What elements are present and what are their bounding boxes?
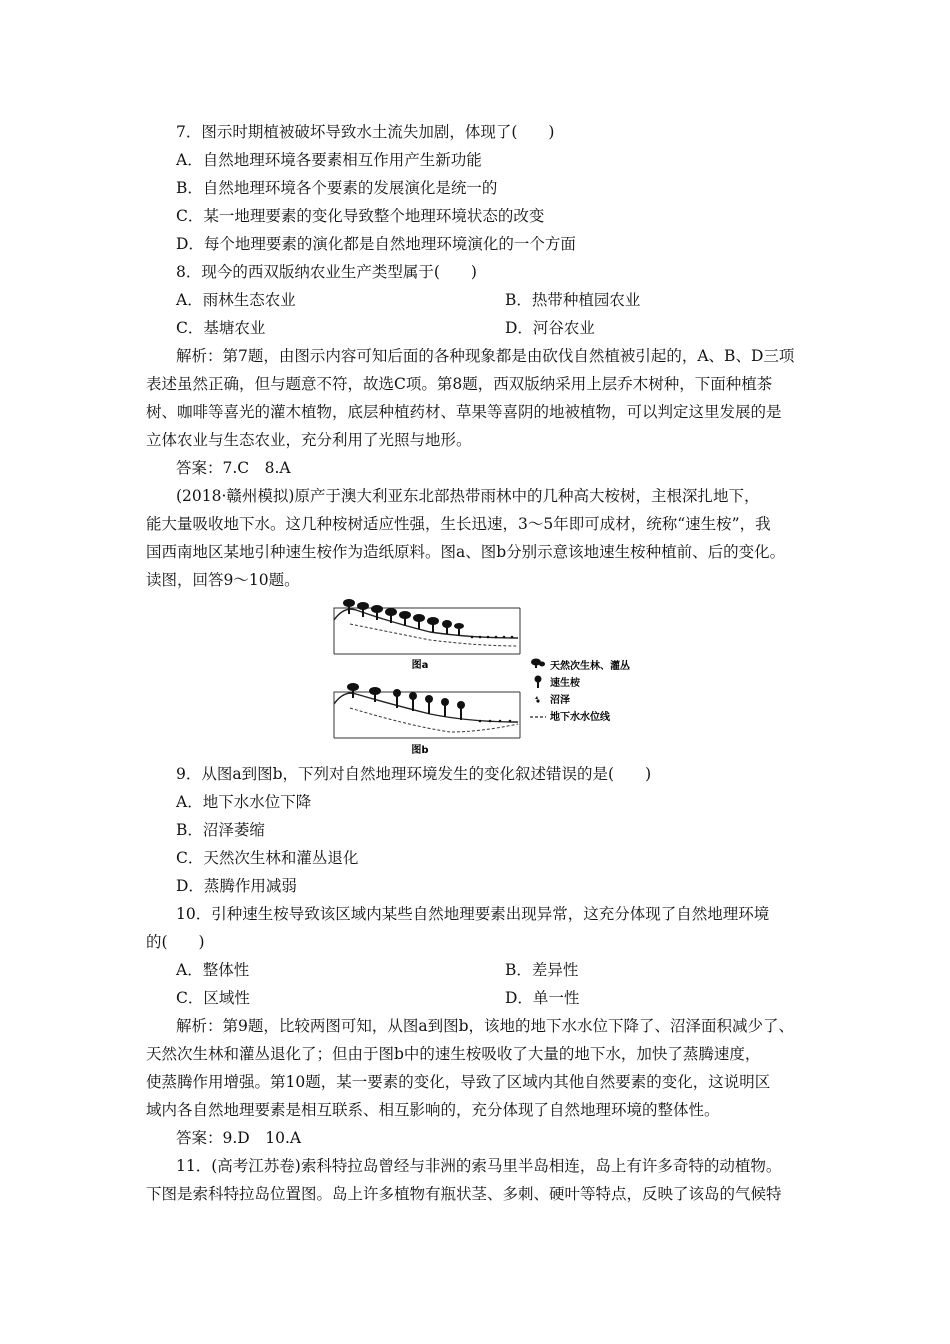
q11-line: 下图是索科特拉岛位置图。岛上许多植物有瓶状茎、多刺、硬叶等特点，反映了该岛的气候特 (146, 1185, 782, 1203)
legend-item-eucalyptus: 速生桉 (550, 678, 580, 689)
q7-option-a: A．自然地理环境各要素相互作用产生新功能 (176, 151, 482, 169)
q9-option-b: B．沼泽萎缩 (176, 821, 265, 839)
explanation-line: 解析：第9题，比较两图可知，从图a到图b，该地的地下水水位下降了、沼泽面积减少了、 (176, 1017, 795, 1035)
intro-line: 国西南地区某地引种速生桉作为造纸原料。图a、图b分别示意该地速生桉种植前、后的变化。 (146, 543, 786, 561)
eucalyptus-figure (330, 590, 660, 758)
figure-legend (530, 659, 630, 724)
explanation-line: 表述虽然正确，但与题意不符，故选C项。第8题，西双版纳采用上层乔木树种，下面种植茶 (146, 375, 773, 393)
explanation-line: 立体农业与生态农业，充分利用了光照与地形。 (146, 431, 472, 449)
q8-stem: 8．现今的西双版纳农业生产类型属于( ) (176, 263, 477, 281)
q7-option-b: B．自然地理环境各个要素的发展演化是统一的 (176, 179, 498, 197)
intro-line: 能大量吸收地下水。这几种桉树适应性强，生长迅速，3～5年即可成材，统称“速生桉”，我 (146, 515, 771, 533)
q10-option-b: B．差异性 (505, 961, 579, 979)
explanation-line: 使蒸腾作用增强。第10题，某一要素的变化，导致了区域内其他自然要素的变化，这说明区 (146, 1073, 771, 1091)
legend-item-tree-shrub: 天然次生林、灌丛 (550, 661, 630, 672)
q10-stem: 10．引种速生桉导致该区域内某些自然地理要素出现异常，这充分体现了自然地理环境 (176, 905, 770, 923)
figure-panel-b (334, 683, 520, 756)
figure-label-a: 图a (411, 660, 429, 671)
q7-option-d: D．每个地理要素的演化都是自然地理环境演化的一个方面 (176, 235, 576, 253)
swamp-icon (535, 696, 540, 703)
q9-option-c: C．天然次生林和灌丛退化 (176, 849, 359, 867)
legend-item-swamp: 沼泽 (550, 695, 570, 706)
q9-option-a: A．地下水水位下降 (176, 793, 312, 811)
q11-line: 11．(高考江苏卷)索科特拉岛曾经与非洲的索马里半岛相连，岛上有许多奇特的动植物。 (176, 1157, 782, 1175)
q10-option-a: A．整体性 (176, 961, 250, 979)
q8-option-a: A．雨林生态农业 (176, 291, 296, 309)
q9-option-d: D．蒸腾作用减弱 (176, 877, 297, 895)
explanation-line: 树、咖啡等喜光的灌木植物，底层种植药材、草果等喜阴的地被植物，可以判定这里发展的是 (146, 403, 782, 421)
legend-item-water-table: 地下水水位线 (550, 712, 610, 723)
explanation-line: 天然次生林和灌丛退化了；但由于图b中的速生桉吸收了大量的地下水，加快了蒸腾速度， (146, 1045, 761, 1063)
figure-label-b: 图b (411, 745, 429, 756)
q7-stem: 7．图示时期植被破坏导致水土流失加剧，体现了( ) (176, 123, 555, 141)
q8-option-d: D．河谷农业 (505, 319, 595, 337)
explanation-line: 解析：第7题，由图示内容可知后面的各种现象都是由砍伐自然植被引起的，A、B、D三项 (176, 347, 795, 365)
q8-option-c: C．基塘农业 (176, 319, 266, 337)
answer-line: 答案：7.C 8.A (176, 459, 291, 477)
explanation-line: 域内各自然地理要素是相互联系、相互影响的，充分体现了自然地理环境的整体性。 (146, 1101, 720, 1119)
q10-option-d: D．单一性 (505, 989, 580, 1007)
q10-option-c: C．区域性 (176, 989, 250, 1007)
q9-stem: 9．从图a到图b，下列对自然地理环境发生的变化叙述错误的是( ) (176, 765, 652, 783)
q7-option-c: C．某一地理要素的变化导致整个地理环境状态的改变 (176, 207, 545, 225)
tree-shrub-icon (531, 659, 545, 669)
answer-line: 答案：9.D 10.A (176, 1129, 302, 1147)
figure-panel-a (334, 599, 520, 671)
intro-line: 读图，回答9～10题。 (146, 571, 300, 589)
eucalyptus-icon (535, 676, 542, 689)
intro-line: (2018·赣州模拟)原产于澳大利亚东北部热带雨林中的几种高大桉树，主根深扎地下， (176, 487, 760, 505)
q10-stem-cont: 的( ) (146, 933, 205, 951)
q8-option-b: B．热带种植园农业 (505, 291, 641, 309)
